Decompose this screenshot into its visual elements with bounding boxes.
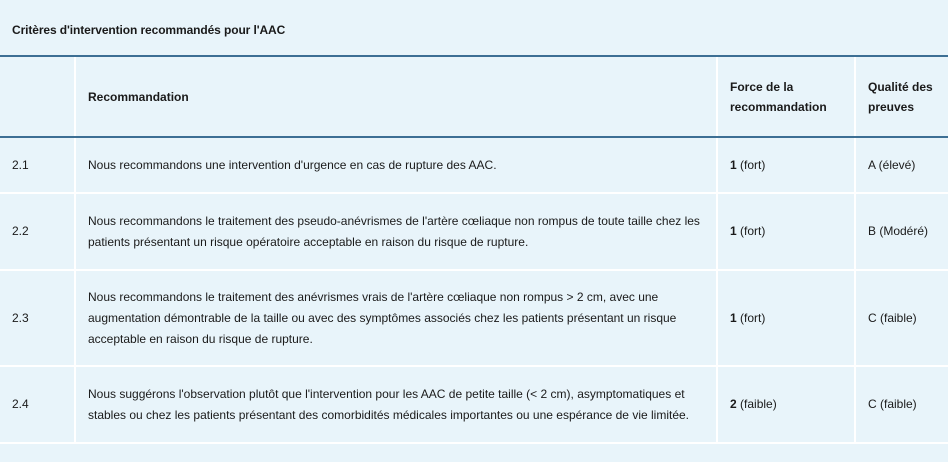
row-recommendation: Nous recommandons le traitement des pseudo-anévrismes de l'artère cœliaque non rompus de toute taille chez les patients présentant un risque opératoire acceptable en raison du risque de rupture.: [75, 193, 717, 270]
recommendations-table: [0, 57, 948, 444]
row-strength-label: (fort): [736, 310, 766, 325]
table-row: [0, 270, 948, 366]
header-quality-line1: Qualité des: [868, 79, 933, 94]
header-strength-line1: Force de la: [730, 79, 794, 94]
row-number: 2.1: [0, 137, 75, 193]
row-quality: C (faible): [855, 366, 948, 443]
row-strength-label: (faible): [736, 397, 777, 411]
table-header-row: [0, 57, 948, 137]
row-strength: [717, 137, 855, 193]
row-strength-label: (fort): [736, 157, 766, 172]
row-strength-label: (fort): [736, 224, 766, 238]
table-caption-bar: [0, 0, 948, 55]
row-quality: A (élevé): [855, 137, 948, 193]
header-strength-line2: recommandation: [730, 99, 827, 114]
header-strength: [717, 57, 855, 137]
table-title: Critères d'intervention recommandés pour l'AAC: [12, 23, 286, 37]
row-quality: B (Modéré): [855, 193, 948, 270]
header-number: [0, 57, 75, 137]
row-strength-level: 1: [730, 157, 737, 172]
header-quality-line2: preuves: [868, 99, 915, 114]
row-strength-level: 1: [730, 310, 737, 325]
header-recommendation: [75, 57, 717, 137]
row-strength-level: 1: [730, 224, 737, 238]
row-strength: [717, 193, 855, 270]
row-strength: [717, 270, 855, 366]
row-quality: C (faible): [855, 270, 948, 366]
row-recommendation: Nous suggérons l'observation plutôt que l'intervention pour les AAC de petite taille (< 2 cm), asymptomatiques et stables ou chez les patients présentant des comorbidités médicales importantes ou une espérance de vie limitée.: [75, 366, 717, 443]
table-row: [0, 366, 948, 443]
row-number: 2.3: [0, 270, 75, 366]
row-strength: [717, 366, 855, 443]
table-row: [0, 193, 948, 270]
row-number: 2.4: [0, 366, 75, 443]
header-quality: [855, 57, 948, 137]
row-number: 2.2: [0, 193, 75, 270]
row-strength-level: 2: [730, 397, 737, 411]
header-recommendation-label: Recommandation: [88, 89, 189, 104]
row-recommendation: Nous recommandons une intervention d'urgence en cas de rupture des AAC.: [75, 137, 717, 193]
table-row: [0, 137, 948, 193]
row-recommendation: Nous recommandons le traitement des anévrismes vrais de l'artère cœliaque non rompus > 2 cm, avec une augmentation démontrable de la taille ou avec des symptômes associés chez les patients présentant un risque acceptable en raison du risque de rupture.: [75, 270, 717, 366]
